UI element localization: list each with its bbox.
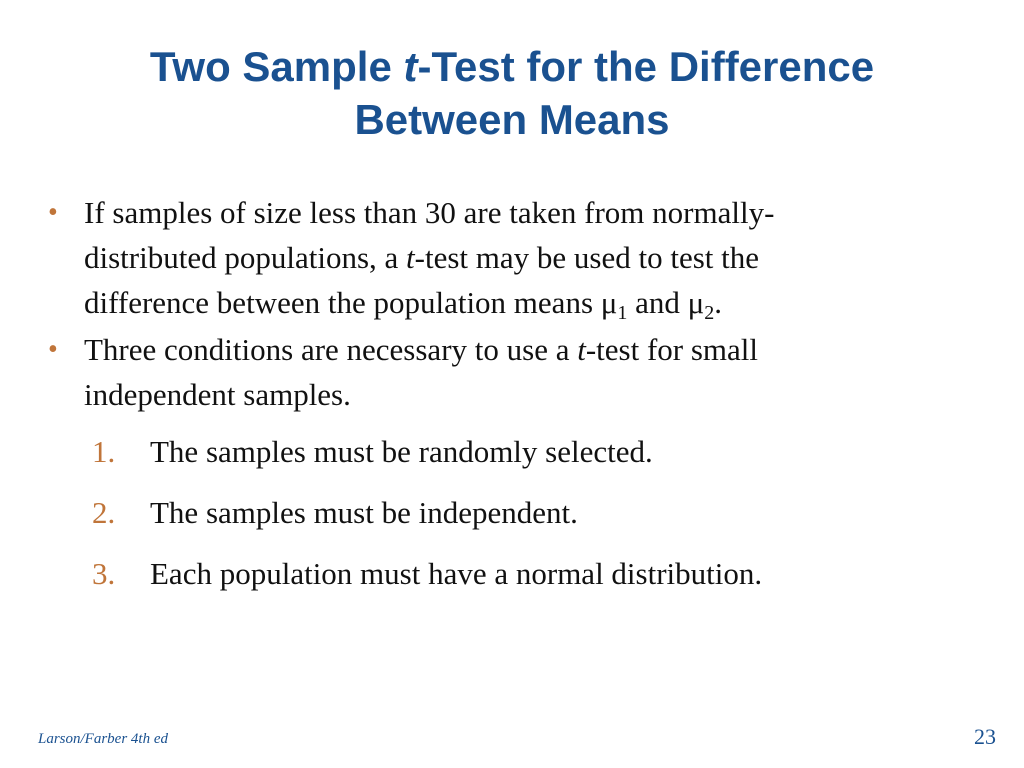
bullet-1-line-3: difference between the population means $\mu_1$ and $\mu_2$. — [84, 285, 723, 324]
condition-text: Each population must have a normal distribution. — [150, 556, 763, 591]
bullet-marker: • — [48, 334, 58, 365]
condition-text: The samples must be independent. — [150, 495, 578, 530]
bullet-marker: • — [48, 197, 58, 228]
slide-number: 23 — [974, 724, 996, 749]
bullet-2-line-2: independent samples. — [84, 377, 351, 412]
bullet-item-1 — [46, 190, 946, 325]
bullet-2-line-1: Three conditions are necessary to use a t-test for small — [84, 332, 759, 367]
list-number: 1. — [92, 434, 116, 469]
condition-text: The samples must be randomly selected. — [150, 434, 653, 469]
condition-item-1 — [92, 429, 946, 474]
slide-title — [0, 40, 1024, 146]
bullet-1-line-1: If samples of size less than 30 are taken from normally- — [84, 195, 775, 230]
bullet-item-2 — [46, 327, 946, 417]
list-number: 2. — [92, 495, 116, 530]
list-number: 3. — [92, 556, 116, 591]
footer-citation: Larson/Farber 4th ed — [38, 731, 169, 747]
condition-item-2 — [92, 490, 946, 535]
title-italic-t: t — [403, 43, 418, 90]
conditions-list — [46, 429, 946, 596]
slide-body — [46, 190, 946, 612]
condition-item-3 — [92, 551, 946, 596]
mu-symbol: μ — [600, 285, 618, 320]
bullet-1-line-2: distributed populations, a t-test may be used to test the — [84, 240, 760, 275]
title-line-1: Two Sample t-Test for the Difference — [149, 43, 875, 90]
mu-symbol: μ — [687, 285, 705, 320]
title-line-2: Between Means — [354, 96, 670, 143]
